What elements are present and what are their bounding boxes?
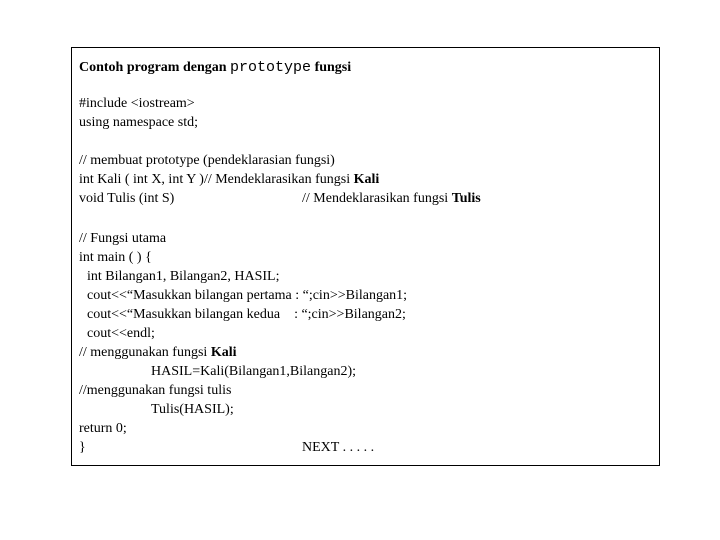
title-keyword: prototype	[230, 59, 312, 76]
title-prefix: Contoh program dengan	[79, 60, 231, 75]
use-kali-name: Kali	[210, 345, 237, 360]
tulis-decl-name: Tulis	[451, 191, 481, 206]
listing-title	[79, 59, 351, 77]
title-suffix: fungsi	[311, 60, 352, 75]
tulis-decl-comment: // Mendeklarasikan fungsi	[302, 191, 452, 206]
tulis-decl-code: void Tulis (int S)	[79, 191, 175, 206]
code-line-hasil-assign: HASIL=Kali(Bilangan1,Bilangan2);	[151, 364, 357, 379]
closing-brace: }	[79, 440, 86, 455]
code-line-main-signature: int main ( ) {	[79, 250, 152, 265]
code-line-comment-use-kali	[79, 344, 236, 362]
code-listing-box	[71, 47, 660, 466]
tulis-decl-comment-group	[302, 190, 481, 208]
code-line-comment-main: // Fungsi utama	[79, 231, 167, 246]
code-line-using: using namespace std;	[79, 115, 198, 130]
code-line-variables: int Bilangan1, Bilangan2, HASIL;	[87, 269, 280, 284]
use-kali-comment: // menggunakan fungsi	[79, 345, 211, 360]
kali-decl-text: int Kali ( int X, int Y )// Mendeklarasikan fungsi	[79, 172, 354, 187]
kali-decl-name: Kali	[353, 172, 380, 187]
code-line-return: return 0;	[79, 421, 127, 436]
code-line-comment-prototype: // membuat prototype (pendeklarasian fungsi)	[79, 153, 335, 168]
code-line-cout-endl: cout<<endl;	[87, 326, 155, 341]
code-line-include: #include <iostream>	[79, 96, 195, 111]
code-line-kali-declaration	[79, 171, 379, 189]
code-line-cout-second: cout<<“Masukkan bilangan kedua : “;cin>>Bilangan2;	[87, 307, 406, 322]
code-line-tulis-declaration	[79, 190, 639, 208]
code-line-closing	[79, 439, 639, 457]
code-line-cout-first: cout<<“Masukkan bilangan pertama : “;cin>>Bilangan1;	[87, 288, 408, 303]
code-line-comment-use-tulis: //menggunakan fungsi tulis	[79, 383, 232, 398]
code-line-tulis-call: Tulis(HASIL);	[151, 402, 234, 417]
next-link[interactable]: NEXT . . . . .	[302, 440, 375, 455]
